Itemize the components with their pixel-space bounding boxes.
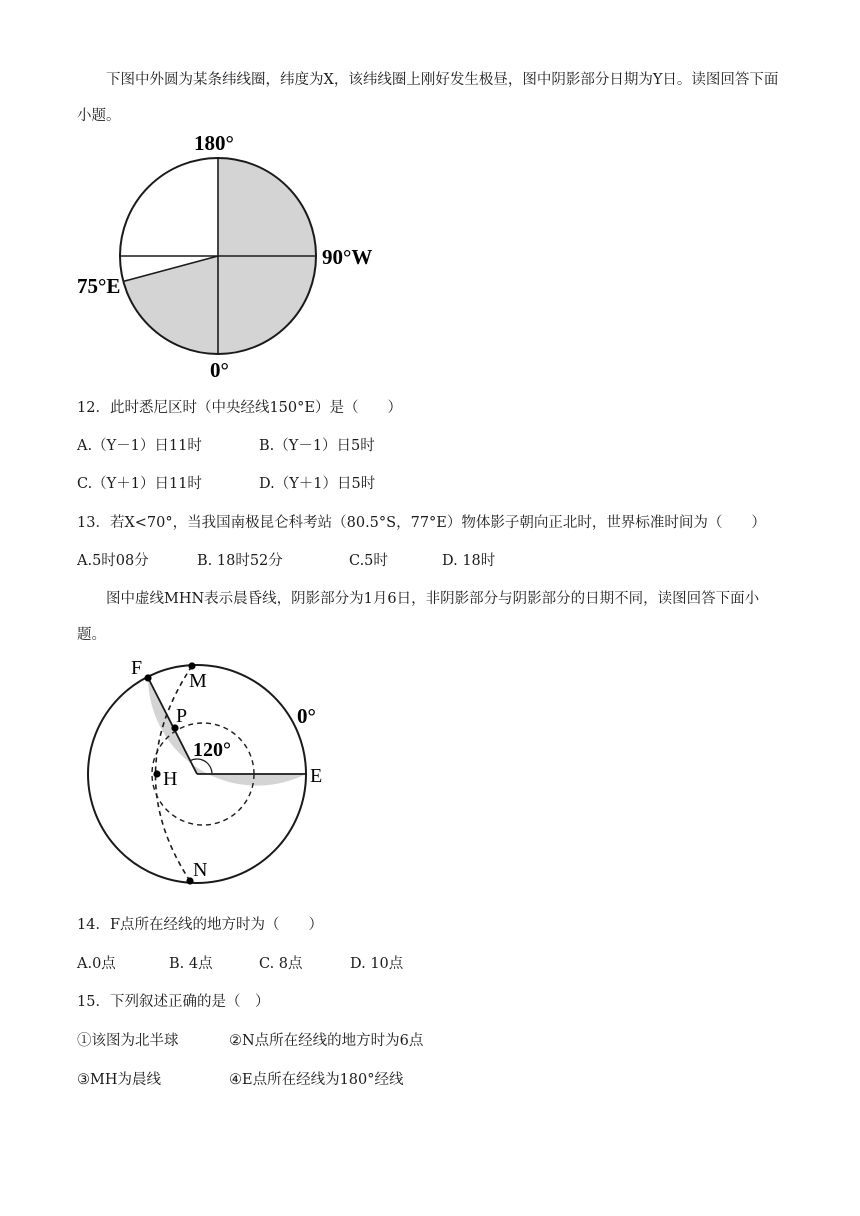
q15-statement-4: ④E点所在经线为180°经线 [229,1072,404,1088]
q14-option-c: C. 8点 [259,956,303,972]
figure-1-latitude-circle [72,128,392,388]
q12-option-d: D.（Y＋1）日5时 [259,476,376,492]
label-p: P [176,705,188,727]
q13-option-b: B. 18时52分 [197,553,283,569]
q15-statement-2: ②N点所在经线的地方时为6点 [229,1033,424,1049]
q14-option-a: A.0点 [77,956,116,972]
point-f [144,674,151,681]
q14-option-d: D. 10点 [350,956,404,972]
label-f: F [131,657,143,679]
q13-option-d: D. 18时 [442,553,496,569]
label-m: M [189,670,207,692]
label-n: N [193,859,208,881]
intro-paragraph-2: 图中虚线MHN表示晨昏线，阴影部分为1月6日，非阴影部分与阴影部分的日期不同，读图回答下面小题。 [77,591,760,643]
question-14-stem: 14．F点所在经线的地方时为（ ） [77,917,324,933]
question-15-stem: 15．下列叙述正确的是（ ） [77,994,270,1010]
question-13-stem: 13．若X<70°，当我国南极昆仑科考站（80.5°S，77°E）物体影子朝向正北时，世界标准时间为（ ） [77,515,766,531]
label-75e: 75°E [77,274,121,298]
q15-statement-1: ①该图为北半球 [77,1033,179,1049]
figure-2-terminator-diagram [80,655,340,890]
q15-statement-3: ③MH为晨线 [77,1072,161,1088]
q13-option-c: C.5时 [349,553,388,569]
q12-option-a: A.（Y－1）日11时 [77,438,202,454]
q13-option-a: A.5时08分 [77,553,149,569]
label-0-degree: 0° [297,704,316,728]
q12-option-b: B.（Y－1）日5时 [259,438,375,454]
label-e: E [310,765,323,787]
intro-paragraph-1: 下图中外圆为某条纬线圈，纬度为X，该纬线圈上刚好发生极昼，图中阴影部分日期为Y日。读图回答下面小题。 [77,72,779,124]
label-180: 180° [194,131,234,155]
shaded-region [123,256,218,354]
label-90w: 90°W [322,245,373,269]
label-0: 0° [210,358,229,382]
q12-option-c: C.（Y＋1）日11时 [77,476,202,492]
label-h: H [163,768,178,790]
question-12-stem: 12．此时悉尼区时（中央经线150°E）是（ ） [77,400,402,416]
point-h [153,770,160,777]
label-angle-120: 120° [193,739,231,761]
point-m [188,662,195,669]
q14-option-b: B. 4点 [169,956,213,972]
